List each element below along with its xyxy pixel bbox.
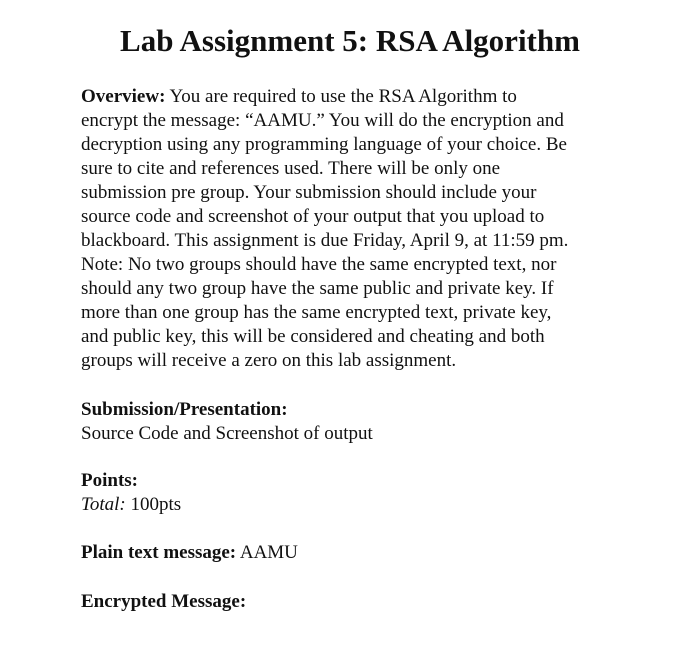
encrypted-section [81, 590, 641, 614]
overview-line-7: blackboard. This assignment is due Friday, April 9, at 11:59 pm. [81, 230, 569, 251]
points-label: Points: [81, 470, 138, 491]
overview-line-3: decryption using any programming language of your choice. Be [81, 134, 567, 155]
overview-line-1 [81, 85, 641, 109]
points-total-line [81, 493, 641, 517]
overview-paragraph [81, 85, 641, 373]
submission-text: Source Code and Screenshot of output [81, 423, 373, 444]
overview-line-12: groups will receive a zero on this lab assignment. [81, 350, 457, 371]
points-section [81, 469, 641, 517]
overview-line-6: source code and screenshot of your output that you upload to [81, 206, 545, 227]
overview-line-11: and public key, this will be considered and cheating and both [81, 326, 545, 347]
overview-line-8: Note: No two groups should have the same encrypted text, nor [81, 254, 557, 275]
points-total-label: Total: [81, 494, 126, 515]
points-total-value: 100pts [125, 494, 182, 515]
overview-line-2: encrypt the message: “AAMU.” You will do the encryption and [81, 110, 564, 131]
submission-label: Submission/Presentation: [81, 399, 288, 420]
overview-line-9: should any two group have the same public and private key. If [81, 278, 554, 299]
overview-label: Overview: [81, 86, 166, 107]
overview-line-4: sure to cite and references used. There will be only one [81, 158, 501, 179]
overview-line-5: submission pre group. Your submission should include your [81, 182, 537, 203]
encrypted-label: Encrypted Message: [81, 591, 247, 612]
plain-text-section [81, 541, 641, 565]
submission-section [81, 398, 641, 446]
page-title: Lab Assignment 5: RSA Algorithm [120, 23, 580, 58]
plain-text-label: Plain text message: [81, 542, 237, 563]
overview-line-10: more than one group has the same encrypted text, private key, [81, 302, 552, 323]
overview-text: You are required to use the RSA Algorithm to [165, 86, 517, 107]
plain-text-value: AAMU [236, 542, 298, 563]
plain-text-line [81, 541, 641, 565]
